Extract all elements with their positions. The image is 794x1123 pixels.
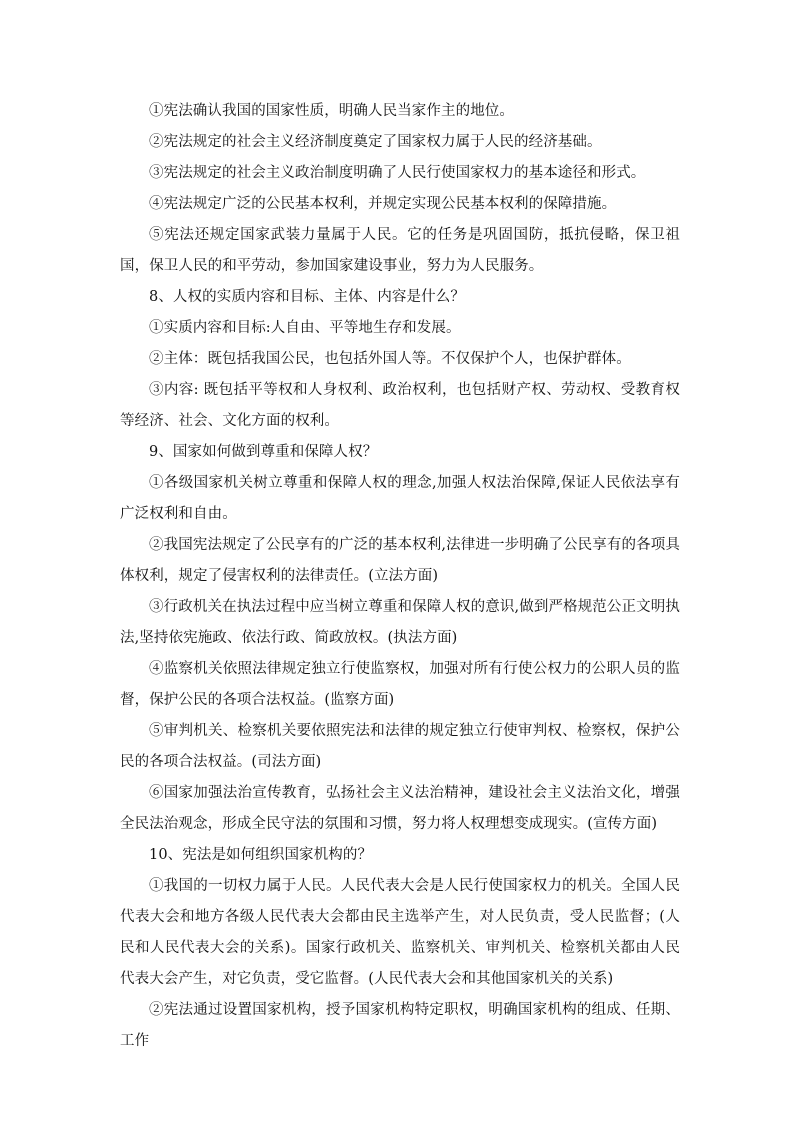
paragraph-state-institutions: ②宪法通过设置国家机构，授予国家机构特定职权，明确国家机构的组成、任期、工作 (120, 1002, 680, 1049)
paragraph-human-rights-subject: ②主体：既包括我国公民，也包括外国人等。不仅保护个人，也保护群体。 (149, 351, 631, 367)
paragraph-human-rights-content: ③内容: 既包括平等权和人身权利、政治权利，也包括财产权、劳动权、受教育权等经济、社会、文化方面的权利。 (120, 382, 680, 429)
paragraph-political-system: ③宪法规定的社会主义政治制度明确了人民行使国家权力的基本途径和形式。 (149, 165, 646, 181)
question-10-heading: 10、宪法是如何组织国家机构的？ (149, 847, 373, 863)
paragraph-basic-rights: ④宪法规定广泛的公民基本权利，并规定实现公民基本权利的保障措施。 (149, 196, 617, 212)
paragraph-armed-forces: ⑤宪法还规定国家武装力量属于人民。它的任务是巩固国防，抵抗侵略，保卫祖国，保卫人民的和平劳动，参加国家建设事业，努力为人民服务。 (120, 227, 680, 274)
paragraph-human-rights-essence: ①实质内容和目标:人自由、平等地生存和发展。 (149, 320, 461, 336)
document-body (120, 96, 680, 1057)
paragraph-legislation: ②我国宪法规定了公民享有的广泛的基本权利,法律进一步明确了公民享有的各项具体权利，规定了侵害权利的法律责任。(立法方面) (120, 537, 680, 584)
paragraph-power-belongs-to-people: ①我国的一切权力属于人民。人民代表大会是人民行使国家权力的机关。全国人民代表大会和地方各级人民代表大会都由民主选举产生，对人民负责，受人民监督；(人民和人民代表大会的关系)。国家行政机关、监察机关、审判机关、检察机关都由人民代表大会产生，对它负责，受它监督。(人民代表大会和其他国家机关的关系) (120, 878, 680, 987)
paragraph-publicity: ⑥国家加强法治宣传教育，弘扬社会主义法治精神，建设社会主义法治文化，增强全民法治观念，形成全民守法的氛围和习惯，努力将人权理想变成现实。(宣传方面) (120, 785, 680, 832)
paragraph-economic-system: ②宪法规定的社会主义经济制度奠定了国家权力属于人民的经济基础。 (149, 134, 602, 150)
paragraph-judiciary: ⑤审判机关、检察机关要依照宪法和法律的规定独立行使审判权、检察权，保护公民的各项合法权益。(司法方面) (120, 723, 680, 770)
paragraph-state-organs: ①各级国家机关树立尊重和保障人权的理念,加强人权法治保障,保证人民依法享有广泛权利和自由。 (120, 475, 680, 522)
paragraph-law-enforcement: ③行政机关在执法过程中应当树立尊重和保障人权的意识,做到严格规范公正文明执法,坚持依宪施政、依法行政、简政放权。(执法方面) (120, 599, 680, 646)
question-8-heading: 8、人权的实质内容和目标、主体、内容是什么？ (149, 289, 465, 305)
paragraph-supervision: ④监察机关依照法律规定独立行使监察权，加强对所有行使公权力的公职人员的监督，保护公民的各项合法权益。(监察方面) (120, 661, 680, 708)
question-9-heading: 9、国家如何做到尊重和保障人权？ (149, 444, 378, 460)
paragraph-constitution-state-nature: ①宪法确认我国的国家性质，明确人民当家作主的地位。 (149, 103, 514, 119)
